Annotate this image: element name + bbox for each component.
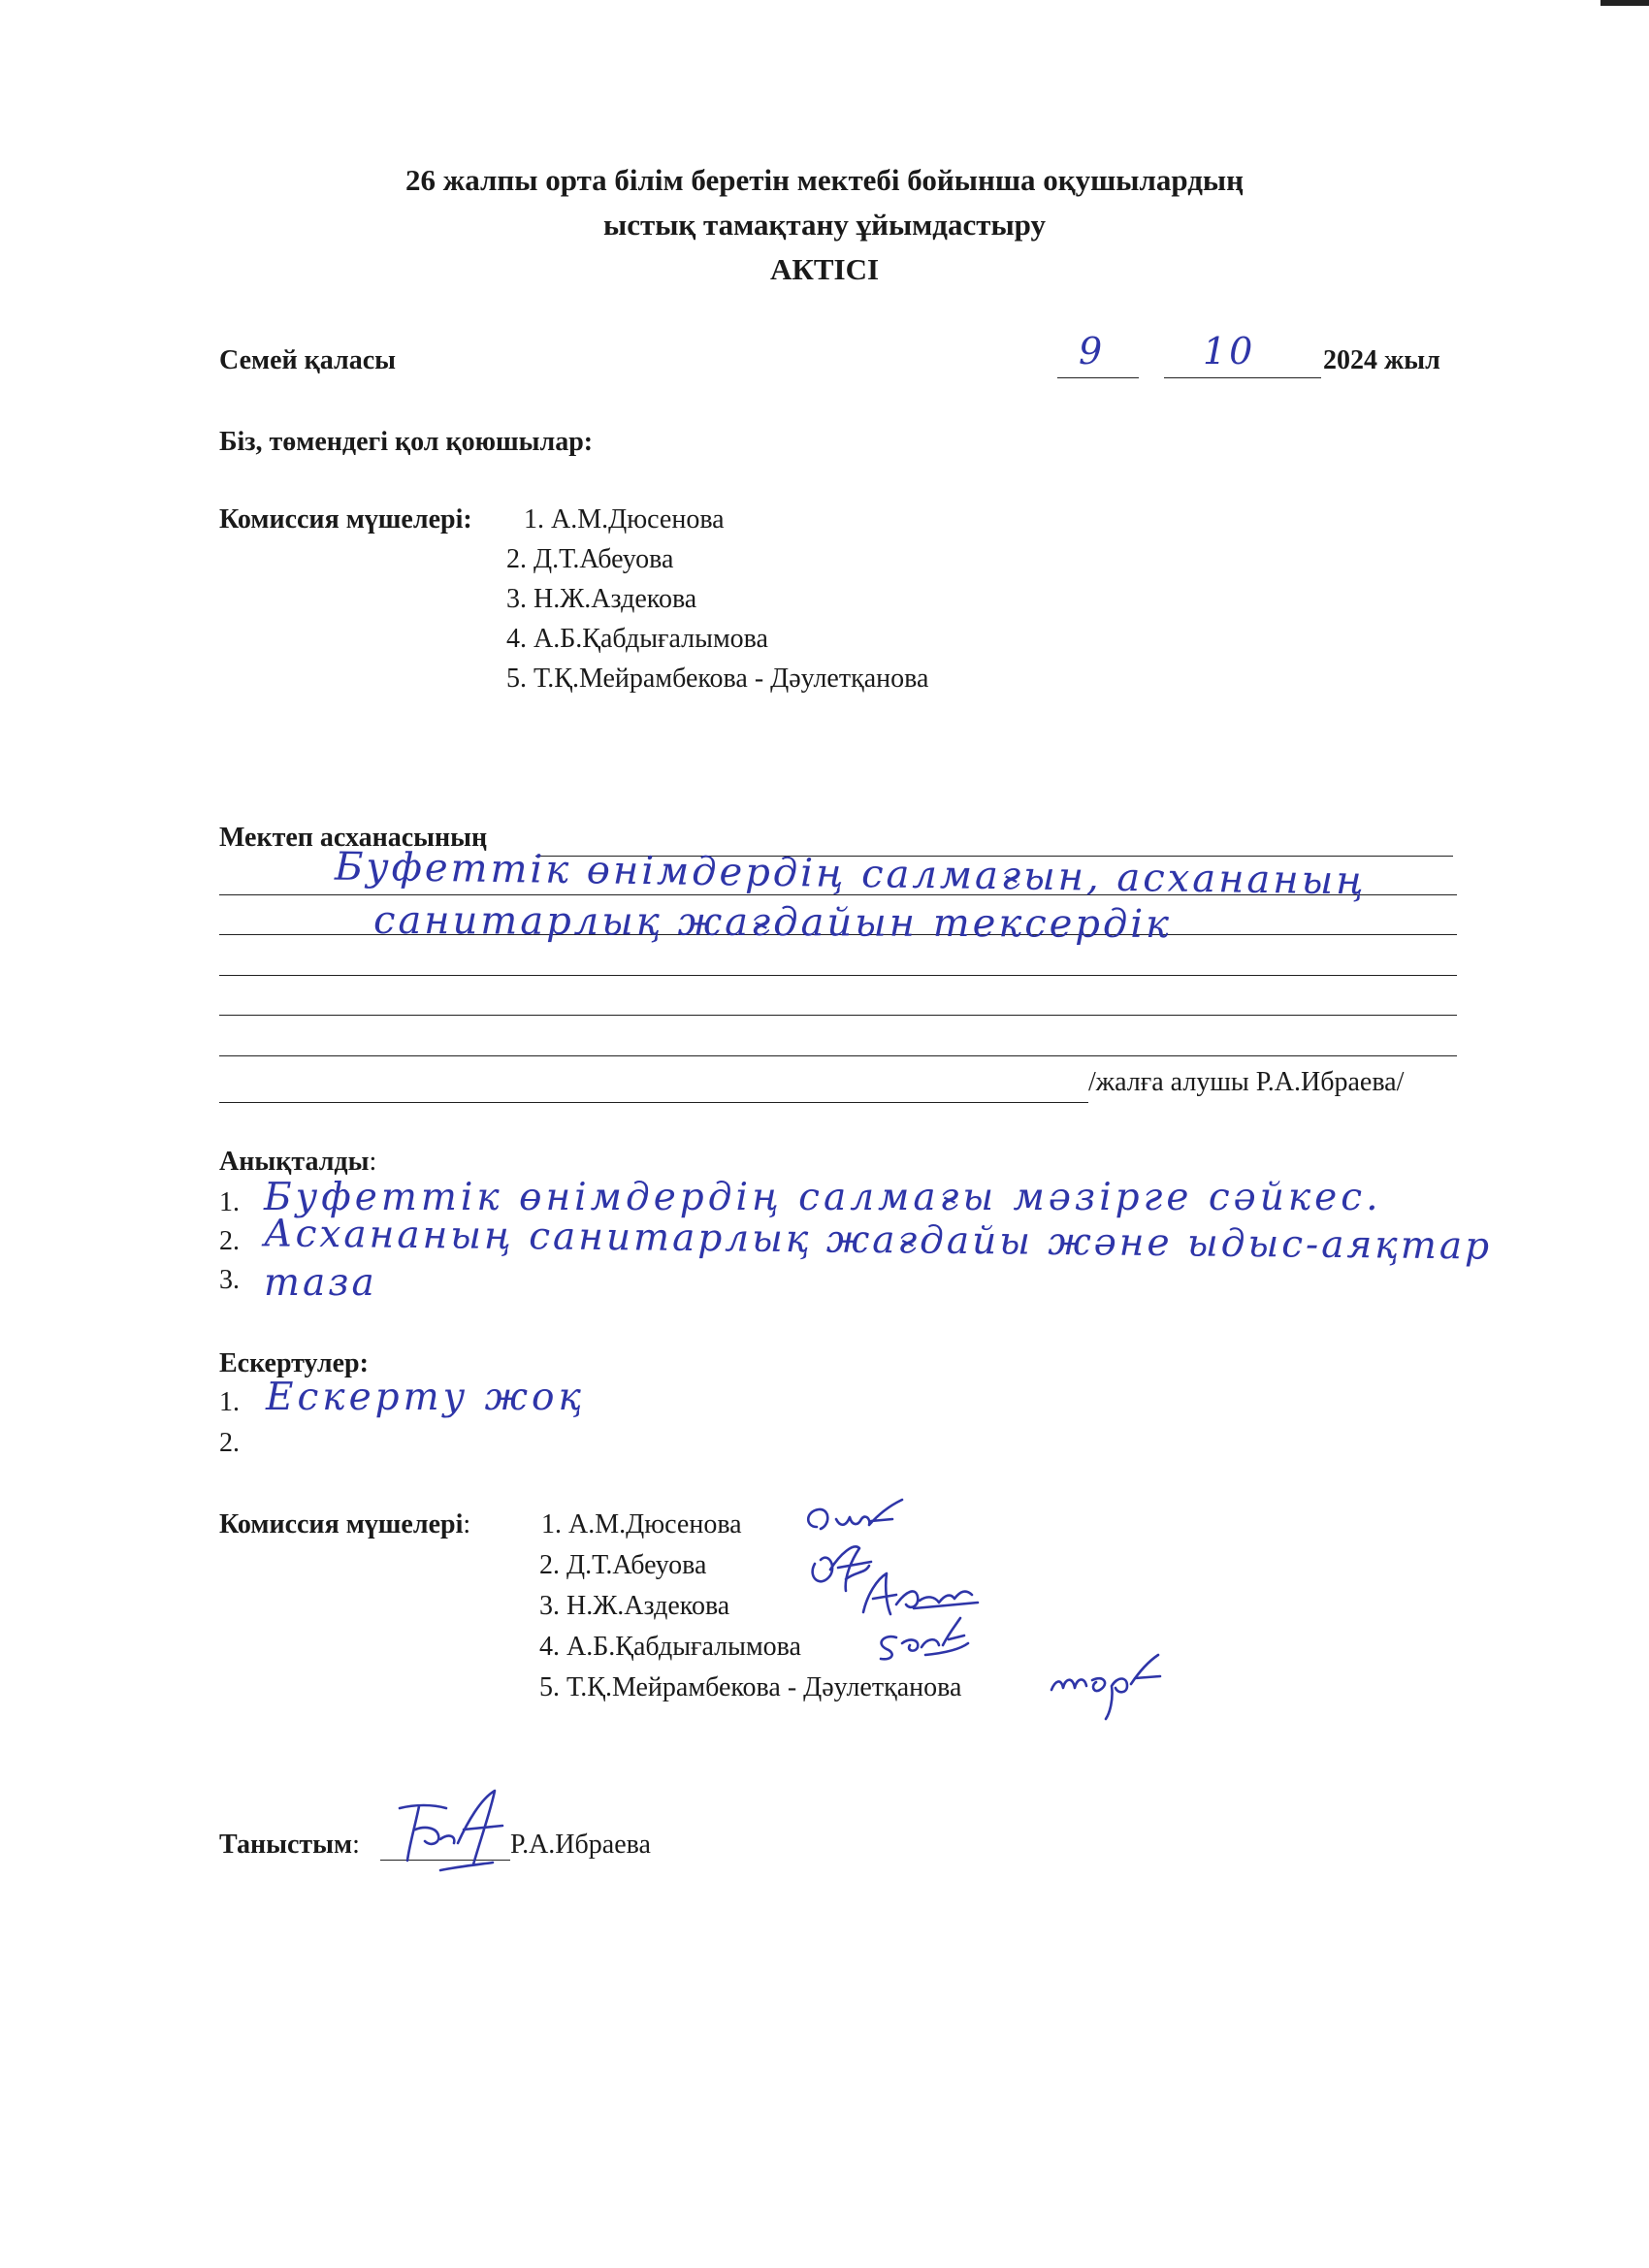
commission-member-4: 4. А.Б.Қабдығалымова bbox=[506, 624, 768, 654]
title-line-1: 26 жалпы орта білім беретін мектебі бойынша оқушылардың bbox=[405, 163, 1244, 197]
day-handwritten: 9 bbox=[1079, 330, 1106, 373]
finding-text-2: Асхананың санитарлық жағдайы және ыдыс-аяқтар bbox=[263, 1212, 1493, 1269]
acknowledged-colon: : bbox=[352, 1830, 360, 1860]
canteen-line-5 bbox=[219, 1055, 1457, 1056]
signature-4-icon bbox=[867, 1614, 984, 1669]
findings-label-text: Анықталды bbox=[219, 1147, 370, 1177]
finding-text-3: таза bbox=[264, 1261, 377, 1305]
day-underline bbox=[1057, 377, 1139, 378]
title-line-3: АКТІСІ bbox=[769, 252, 880, 286]
canteen-line-4 bbox=[219, 1015, 1457, 1016]
canteen-line-6 bbox=[219, 1102, 1088, 1103]
canteen-line-3 bbox=[219, 975, 1457, 976]
signature-member-4: 4. А.Б.Қабдығалымова bbox=[539, 1632, 801, 1662]
commission-member-1: 1. А.М.Дюсенова bbox=[524, 504, 725, 535]
acknowledged-name: Р.А.Ибраева bbox=[510, 1830, 651, 1860]
acknowledged-label bbox=[219, 1830, 360, 1861]
remark-num-2: 2. bbox=[219, 1428, 240, 1458]
finding-num-1: 1. bbox=[219, 1187, 240, 1217]
signatures-label-text: Комиссия мүшелері bbox=[219, 1509, 464, 1539]
acknowledged-signature-icon bbox=[386, 1787, 522, 1884]
commission-member-2: 2. Д.Т.Абеуова bbox=[506, 544, 674, 574]
signature-member-2: 2. Д.Т.Абеуова bbox=[539, 1550, 707, 1580]
remark-num-1: 1. bbox=[219, 1387, 240, 1417]
month-underline bbox=[1164, 377, 1321, 378]
findings-colon: : bbox=[369, 1147, 377, 1177]
signatures-label bbox=[219, 1509, 470, 1540]
canteen-label: Мектеп асханасының bbox=[219, 823, 488, 853]
city-label: Семей қаласы bbox=[219, 345, 396, 375]
title-line-2: ыстық тамақтану ұйымдастыру bbox=[603, 208, 1046, 242]
signature-member-1: 1. А.М.Дюсенова bbox=[541, 1509, 742, 1539]
commission-label: Комиссия мүшелері: bbox=[219, 504, 472, 535]
signature-5-icon bbox=[1046, 1651, 1172, 1719]
finding-num-3: 3. bbox=[219, 1265, 240, 1295]
commission-member-5: 5. Т.Қ.Мейрамбекова - Дәулетқанова bbox=[506, 664, 929, 694]
intro-text: Біз, төмендегі қол қоюшылар: bbox=[219, 427, 594, 457]
scan-edge-mark bbox=[1600, 0, 1649, 6]
signatures-colon: : bbox=[463, 1509, 471, 1539]
canteen-handwritten-2: санитарлық жағдайын тексердік bbox=[372, 897, 1173, 948]
month-handwritten: 10 bbox=[1203, 330, 1256, 373]
year-label: 2024 жыл bbox=[1323, 345, 1440, 375]
canteen-handwritten-1: Буфеттік өнімдердің салмағын, асхананың bbox=[334, 844, 1368, 904]
recipient-text: /жалға алушы Р.А.Ибраева/ bbox=[1088, 1067, 1405, 1097]
findings-label bbox=[219, 1147, 376, 1178]
commission-member-3: 3. Н.Ж.Аздекова bbox=[506, 584, 697, 614]
remarks-label: Ескертулер: bbox=[219, 1348, 369, 1378]
signature-member-5: 5. Т.Қ.Мейрамбекова - Дәулетқанова bbox=[539, 1672, 962, 1702]
acknowledged-label-text: Таныстым bbox=[219, 1830, 353, 1860]
finding-text-1: Буфеттік өнімдердің салмағы мәзірге сәйкес. bbox=[264, 1176, 1382, 1219]
signature-member-3: 3. Н.Ж.Аздекова bbox=[539, 1591, 730, 1621]
finding-num-2: 2. bbox=[219, 1226, 240, 1256]
remark-text-1: Ескерту жоқ bbox=[266, 1376, 586, 1419]
